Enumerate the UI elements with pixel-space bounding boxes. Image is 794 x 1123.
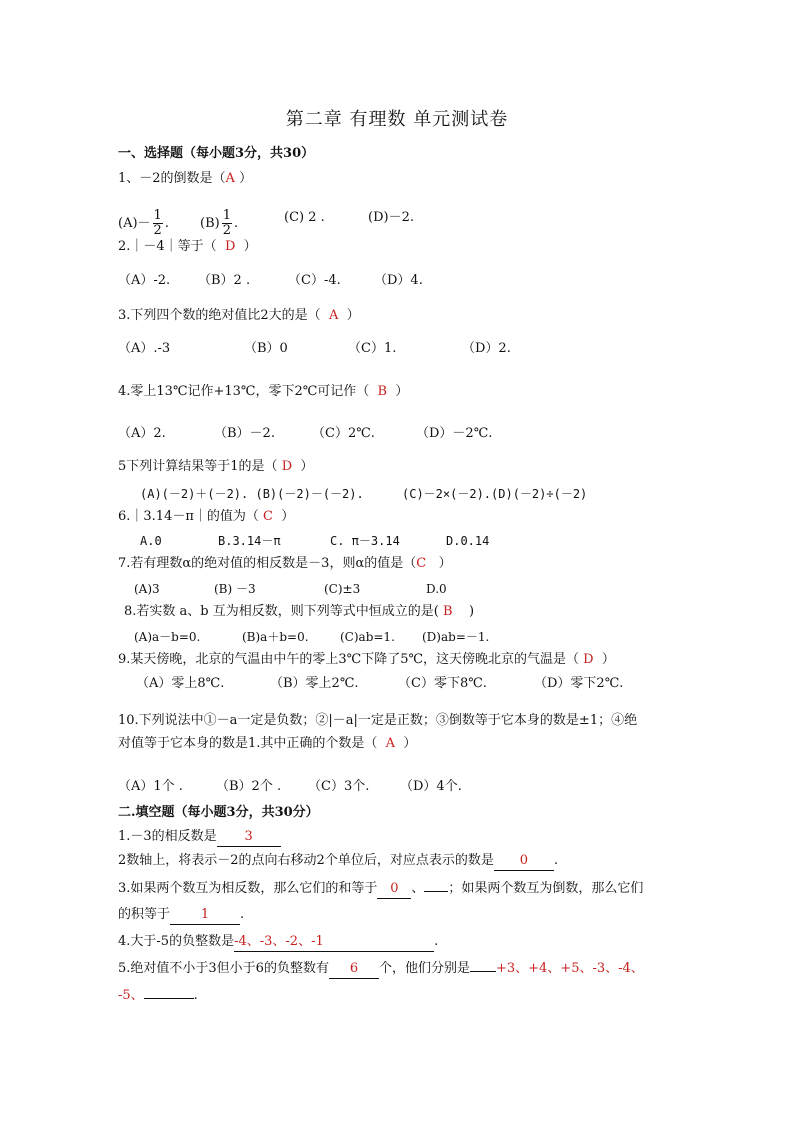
fill-text: 的积等于: [118, 907, 171, 922]
fill-suffix: .: [553, 853, 558, 868]
question-stem: 对值等于它本身的数是1.其中正确的个数是（: [118, 736, 378, 751]
bracket-close: ）: [281, 509, 295, 524]
option-label: (B): [200, 216, 220, 231]
question-stem: 6.｜3.14－π｜的值为（: [118, 509, 259, 524]
question-10-line-2: [118, 735, 416, 753]
question-stem: 5下列计算结果等于1的是（: [118, 459, 278, 474]
option-ab: (A)(－2)＋(－2). (B)(－2)－(－2).: [140, 487, 364, 501]
fill-suffix: .: [193, 988, 198, 1003]
option-d: （D）2.: [462, 341, 511, 356]
answer-blank: 3: [217, 828, 281, 847]
option-d: D.0: [426, 582, 447, 596]
option-b: （B）2个 .: [216, 779, 282, 794]
option-c: （C）1.: [348, 341, 397, 356]
fill-text: 1.－3的相反数是: [118, 829, 217, 844]
question-7: [118, 555, 452, 573]
option-a: （A）-2.: [118, 273, 171, 288]
option-c: （C）3个.: [308, 779, 370, 794]
option-c: (C)±3: [324, 582, 361, 596]
option-c: C. π－3.14: [330, 534, 400, 548]
option-b: (B) －3: [214, 582, 256, 596]
option-d: (D)ab=－1.: [422, 630, 490, 644]
answer-mark: C: [263, 509, 273, 524]
option-d: (D)－2.: [368, 210, 414, 225]
question-3: [118, 307, 360, 325]
option-a: （A）.-3: [118, 341, 171, 356]
fill-3-line-2: [118, 906, 244, 925]
answer-mark: A: [225, 171, 235, 186]
question-stem: 4.零上13℃记作+13℃，零下2℃可记作（: [118, 384, 370, 399]
fill-4: [118, 933, 438, 952]
answer-blank: 0: [377, 880, 411, 899]
option-c: （C）-4.: [288, 273, 341, 288]
option-d: （D）零下2℃.: [534, 676, 624, 691]
question-9: [118, 651, 615, 669]
question-6: [118, 508, 294, 526]
bracket-close: ）: [395, 384, 409, 399]
answer-blank: -4、-3、-2、-1: [234, 933, 434, 952]
fill-text: 5.绝对值不小于3但小于6的负整数有: [118, 961, 329, 976]
question-10-line-1: 10.下列说法中①－a一定是负数；②|－a|一定是正数；③倒数等于它本身的数是±1；④绝: [118, 713, 638, 728]
option-c: (C) 2 .: [284, 210, 325, 225]
option-b: （B）2 .: [198, 273, 251, 288]
answer-list: -5、: [118, 988, 144, 1003]
question-stem: 2.｜－4｜等于（: [118, 239, 217, 254]
answer-blank: 6: [329, 960, 379, 979]
option-cd: (C)－2×(－2).(D)(－2)÷(－2): [402, 487, 588, 501]
option-d: （D）4个.: [400, 779, 462, 794]
question-stem: 8.若实数 a、b 互为相反数，则下列等式中恒成立的是(: [124, 604, 439, 619]
option-a: A.0: [140, 534, 162, 548]
fraction: [222, 209, 232, 238]
bracket-close: ）: [243, 239, 257, 254]
question-stem: 7.若有理数α的绝对值的相反数是－3，则α的值是（: [118, 556, 417, 571]
empty-blank: [144, 998, 194, 999]
option-c: (C)ab=1.: [340, 630, 395, 644]
question-stem: 3.下列四个数的绝对值比2大的是（: [118, 308, 321, 323]
option-b: B.3.14－π: [218, 534, 281, 548]
option-a: (A)a－b=0.: [134, 630, 201, 644]
fill-1: [118, 828, 281, 847]
option-a: （A）2.: [118, 426, 166, 441]
option-b: （B）零上2℃.: [270, 676, 359, 691]
fill-5-line-1: [118, 960, 644, 979]
fraction-numerator: 1: [153, 208, 162, 223]
question-4: [118, 383, 408, 401]
question-1-options: [118, 200, 538, 238]
section-heading-choice: 一、选择题（每小题3分，共30）: [118, 146, 315, 161]
question-5: [118, 458, 313, 476]
fraction-denominator: 2: [153, 223, 162, 238]
option-a: （A）1个 .: [118, 779, 183, 794]
fill-3-line-1: 3.如果两个数互为相反数，那么它们的和等于 0 、 ；如果两个数互为倒数，那么它们: [118, 880, 643, 899]
answer-mark: A: [328, 308, 339, 323]
answer-list: +3、+4、+5、-3、-4、: [495, 961, 644, 976]
fill-5-line-2: [118, 987, 198, 1005]
answer-mark: B: [442, 604, 453, 619]
fill-suffix: .: [240, 907, 245, 922]
page-title: 第二章 有理数 单元测试卷: [285, 109, 509, 130]
answer-mark: D: [583, 652, 594, 667]
question-2: [118, 238, 257, 256]
fraction: [153, 209, 163, 238]
bracket-close: ): [469, 604, 475, 619]
section-heading-fill: 二.填空题（每小题3分，共30分）: [118, 805, 319, 820]
answer-mark: B: [377, 384, 388, 399]
option-label: (A)－: [118, 216, 151, 231]
fraction-denominator: 2: [222, 223, 231, 238]
answer-mark: D: [224, 239, 236, 254]
option-d: D.0.14: [446, 534, 490, 548]
option-b: (B)a＋b=0.: [242, 630, 309, 644]
empty-blank: [424, 891, 448, 892]
answer-blank: 0: [494, 852, 554, 871]
empty-blank: [470, 971, 496, 972]
bracket-close: ）: [403, 736, 417, 751]
option-d: （D）－2℃.: [416, 426, 493, 441]
bracket-close: ）: [300, 459, 314, 474]
fill-text: 4.大于-5的负整数是: [118, 934, 235, 949]
fill-suffix: .: [434, 934, 439, 949]
fraction-numerator: 1: [222, 208, 231, 223]
option-a: （A）零上8℃.: [136, 676, 225, 691]
option-suffix: .: [233, 216, 239, 231]
question-stem: 9.某天傍晚，北京的气温由中午的零上3℃下降了5℃，这天傍晚北京的气温是（: [118, 652, 580, 667]
option-b: [200, 209, 238, 238]
question-1: [118, 170, 252, 188]
fill-text: 个，他们分别是: [378, 961, 470, 976]
option-d: （D）4.: [374, 273, 423, 288]
answer-mark: C: [416, 556, 427, 571]
fill-2: [118, 852, 558, 871]
question-8: [124, 603, 474, 621]
bracket-close: ）: [346, 308, 360, 323]
bracket-close: ）: [438, 556, 452, 571]
answer-blank: 1: [170, 906, 240, 925]
fill-text: 2数轴上，将表示－2的点向右移动2个单位后，对应点表示的数是: [118, 853, 494, 868]
option-suffix: .: [164, 216, 169, 231]
question-stem: 1、－2的倒数是（: [118, 171, 226, 186]
option-c: （C）2℃.: [312, 426, 375, 441]
option-b: （B）0: [244, 341, 288, 356]
bracket-close: ）: [234, 171, 253, 186]
fill-text: 3.如果两个数互为相反数，那么它们的和等于: [118, 881, 378, 896]
option-c: （C）零下8℃.: [398, 676, 487, 691]
option-a: [118, 209, 169, 238]
answer-mark: A: [385, 736, 396, 751]
option-a: (A)3: [134, 582, 160, 596]
fill-text: ；如果两个数互为倒数，那么它们: [448, 881, 644, 896]
bracket-close: ）: [601, 652, 615, 667]
option-b: （B）－2.: [214, 426, 275, 441]
answer-mark: D: [281, 459, 293, 474]
